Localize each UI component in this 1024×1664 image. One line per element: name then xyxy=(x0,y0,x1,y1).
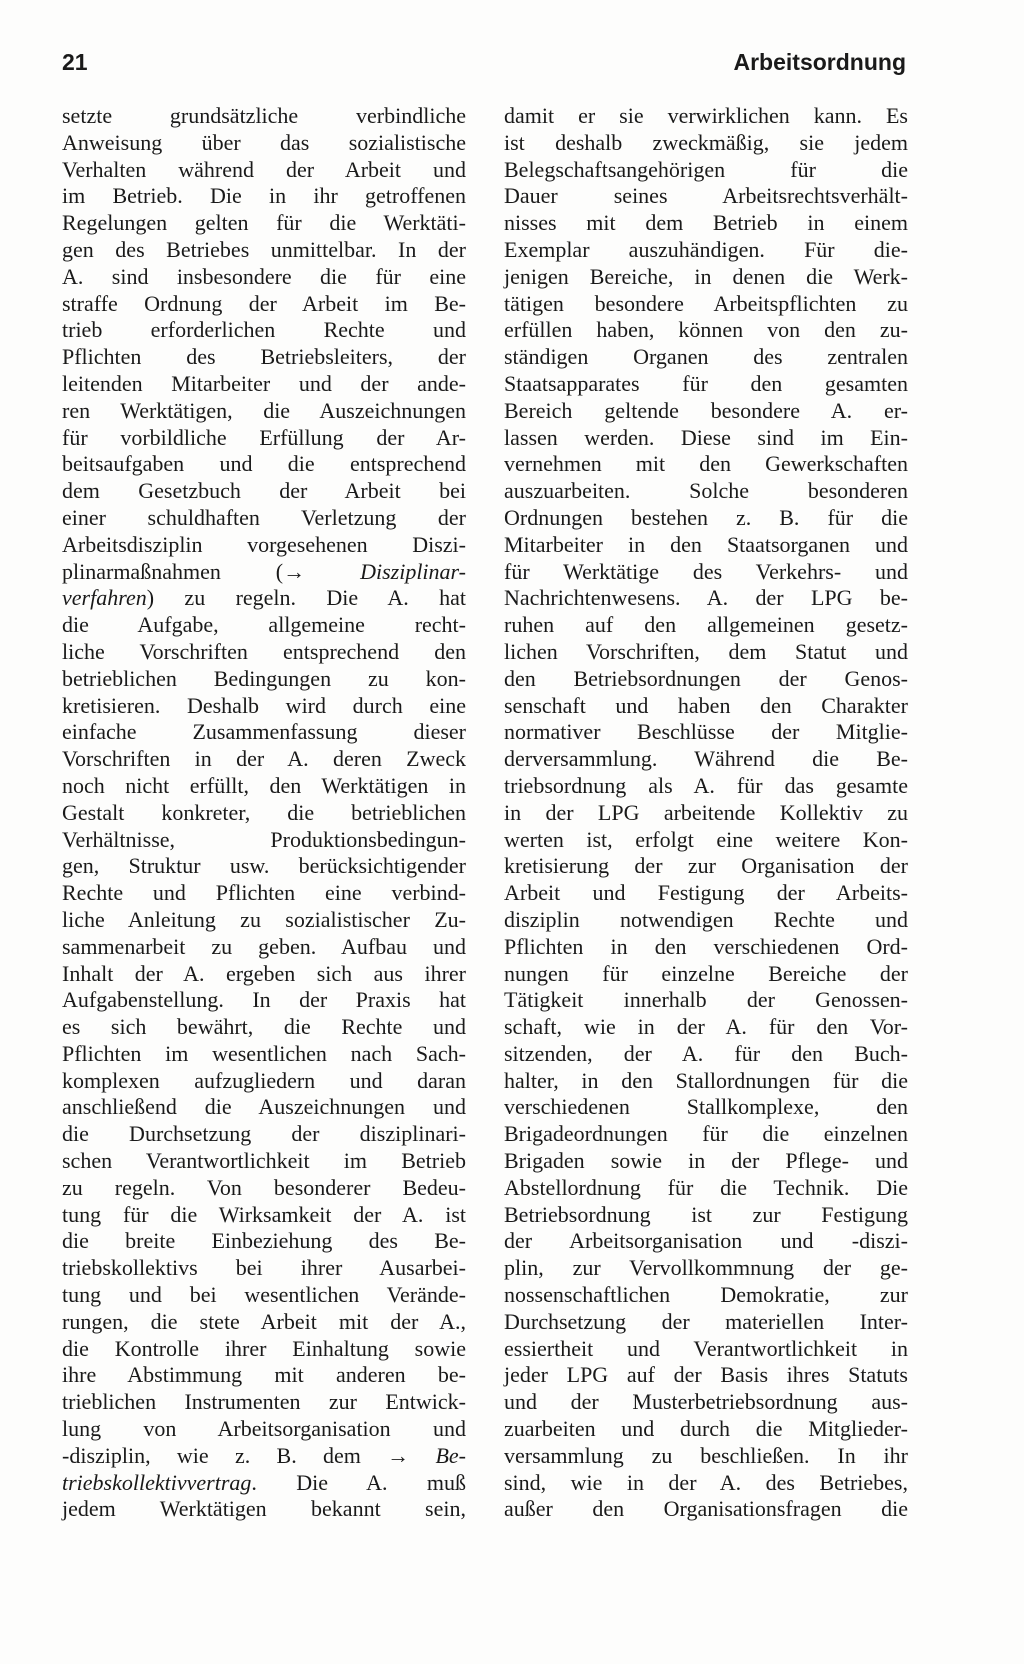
text-line: Anweisung über das sozialistische xyxy=(62,129,466,155)
text-line: straffe Ordnung der Arbeit im Be- xyxy=(62,290,466,316)
text-line: Pflichten in den verschiedenen Ord- xyxy=(504,933,908,959)
text-line: den Betriebsordnungen der Genos- xyxy=(504,665,908,691)
text-line: dem Gesetzbuch der Arbeit bei xyxy=(62,478,466,504)
text-line: lichen Vorschriften, dem Statut und xyxy=(504,638,908,664)
text-line: es sich bewährt, die Rechte und xyxy=(62,1014,466,1040)
text-line: lassen werden. Diese sind im Ein- xyxy=(504,424,908,450)
text-line: für Werktätige des Verkehrs- und xyxy=(504,558,908,584)
page-number: 21 xyxy=(62,49,88,75)
text-line: ruhen auf den allgemeinen gesetz- xyxy=(504,612,908,638)
text-line: jeder LPG auf der Basis ihres Statuts xyxy=(504,1362,908,1388)
text-line: für vorbildliche Erfüllung der Ar- xyxy=(62,424,466,450)
text-line: rungen, die stete Arbeit mit der A., xyxy=(62,1308,466,1334)
text-line: Vorschriften in der A. deren Zweck xyxy=(62,746,466,772)
text-line: nossenschaftlichen Demokratie, zur xyxy=(504,1282,908,1308)
text-line: verschiedenen Stallkomplexe, den xyxy=(504,1094,908,1120)
text-line: Arbeit und Festigung der Arbeits- xyxy=(504,880,908,906)
text-line: Bereich geltende besondere A. er- xyxy=(504,397,908,423)
text-line: und der Musterbetriebsordnung aus- xyxy=(504,1389,908,1415)
text-line: tung und bei wesentlichen Verände- xyxy=(62,1282,466,1308)
text-line: Verhältnisse, Produktionsbedingun- xyxy=(62,826,466,852)
text-line: sammenarbeit zu geben. Aufbau und xyxy=(62,933,466,959)
text-line: ihre Abstimmung mit anderen be- xyxy=(62,1362,466,1388)
text-line: erfüllen haben, können von den zu- xyxy=(504,317,908,343)
text-line: noch nicht erfüllt, den Werktätigen in xyxy=(62,772,466,798)
text-line: Dauer seines Arbeitsrechtsverhält- xyxy=(504,183,908,209)
text-line: sind, wie in der A. des Betriebes, xyxy=(504,1469,908,1495)
text-line: Exemplar auszuhändigen. Für die- xyxy=(504,236,908,262)
text-line: trieb erforderlichen Rechte und xyxy=(62,317,466,343)
text-line: Betriebsordnung ist zur Festigung xyxy=(504,1201,908,1227)
text-line: betrieblichen Bedingungen zu kon- xyxy=(62,665,466,691)
text-line: plin, zur Vervollkommnung der ge- xyxy=(504,1255,908,1281)
text-line: anschließend die Auszeichnungen und xyxy=(62,1094,466,1120)
page-header xyxy=(62,44,906,80)
text-line: im Betrieb. Die in ihr getroffenen xyxy=(62,183,466,209)
text-line: ist deshalb zweckmäßig, sie jedem xyxy=(504,129,908,155)
text-line: die Aufgabe, allgemeine recht- xyxy=(62,612,466,638)
text-line: die breite Einbeziehung des Be- xyxy=(62,1228,466,1254)
text-line: liche Vorschriften entsprechend den xyxy=(62,638,466,664)
text-line: A. sind insbesondere die für eine xyxy=(62,263,466,289)
text-line: Tätigkeit innerhalb der Genossen- xyxy=(504,987,908,1013)
text-line: Staatsapparates für den gesamten xyxy=(504,370,908,396)
text-line: schen Verantwortlichkeit im Betrieb xyxy=(62,1148,466,1174)
text-line: einfache Zusammenfassung dieser xyxy=(62,719,466,745)
text-column-left xyxy=(62,103,466,1523)
text-line: auszuarbeiten. Solche besonderen xyxy=(504,478,908,504)
text-line: derversammlung. Während die Be- xyxy=(504,746,908,772)
text-line: halter, in den Stallordnungen für die xyxy=(504,1067,908,1093)
text-line: Durchsetzung der materiellen Inter- xyxy=(504,1308,908,1334)
text-line: Ordnungen bestehen z. B. für die xyxy=(504,504,908,530)
text-line: gen des Betriebes unmittelbar. In der xyxy=(62,236,466,262)
text-line: nungen für einzelne Bereiche der xyxy=(504,960,908,986)
text-line: triebskollektivvertrag. Die A. muß xyxy=(62,1469,466,1495)
running-head: Arbeitsordnung xyxy=(733,49,906,75)
text-line: nisses mit dem Betrieb in einem xyxy=(504,210,908,236)
text-line: vernehmen mit den Gewerkschaften xyxy=(504,451,908,477)
text-column-right xyxy=(504,103,908,1523)
text-line: einer schuldhaften Verletzung der xyxy=(62,504,466,530)
text-line: disziplin notwendigen Rechte und xyxy=(504,906,908,932)
text-line: gen, Struktur usw. berücksichtigender xyxy=(62,853,466,879)
text-line: sitzenden, der A. für den Buch- xyxy=(504,1040,908,1066)
text-line: der Arbeitsorganisation und -diszi- xyxy=(504,1228,908,1254)
text-line: Pflichten des Betriebsleiters, der xyxy=(62,344,466,370)
text-line: essiertheit und Verantwortlichkeit in xyxy=(504,1335,908,1361)
text-line: Nachrichtenwesens. A. der LPG be- xyxy=(504,585,908,611)
text-line: jedem Werktätigen bekannt sein, xyxy=(62,1496,466,1522)
text-line: damit er sie verwirklichen kann. Es xyxy=(504,103,908,128)
text-line: Verhalten während der Arbeit und xyxy=(62,156,466,182)
text-line: tung für die Wirksamkeit der A. ist xyxy=(62,1201,466,1227)
text-line: plinarmaßnahmen (→ Disziplinar- xyxy=(62,558,466,584)
text-line: die Kontrolle ihrer Einhaltung sowie xyxy=(62,1335,466,1361)
text-line: in der LPG arbeitende Kollektiv zu xyxy=(504,799,908,825)
text-line: Brigaden sowie in der Pflege- und xyxy=(504,1148,908,1174)
text-line: komplexen aufzugliedern und daran xyxy=(62,1067,466,1093)
text-line: schaft, wie in der A. für den Vor- xyxy=(504,1014,908,1040)
text-line: Gestalt konkreter, die betrieblichen xyxy=(62,799,466,825)
text-line: Regelungen gelten für die Werktäti- xyxy=(62,210,466,236)
text-line: senschaft und haben den Charakter xyxy=(504,692,908,718)
text-line: triebsordnung als A. für das gesamte xyxy=(504,772,908,798)
text-line: trieblichen Instrumenten zur Entwick- xyxy=(62,1389,466,1415)
text-line: jenigen Bereiche, in denen die Werk- xyxy=(504,263,908,289)
text-line: ständigen Organen des zentralen xyxy=(504,344,908,370)
text-line: werten ist, erfolgt eine weitere Kon- xyxy=(504,826,908,852)
text-line: Aufgabenstellung. In der Praxis hat xyxy=(62,987,466,1013)
text-line: ren Werktätigen, die Auszeichnungen xyxy=(62,397,466,423)
text-line: außer den Organisationsfragen die xyxy=(504,1496,908,1522)
text-line: Rechte und Pflichten eine verbind- xyxy=(62,880,466,906)
text-line: Belegschaftsangehörigen für die xyxy=(504,156,908,182)
text-line: lung von Arbeitsorganisation und xyxy=(62,1416,466,1442)
text-line: setzte grundsätzliche verbindliche xyxy=(62,103,466,128)
text-line: Mitarbeiter in den Staatsorganen und xyxy=(504,531,908,557)
text-line: Inhalt der A. ergeben sich aus ihrer xyxy=(62,960,466,986)
text-line: kretisierung der zur Organisation der xyxy=(504,853,908,879)
text-line: versammlung zu beschließen. In ihr xyxy=(504,1442,908,1468)
text-line: tätigen besondere Arbeitspflichten zu xyxy=(504,290,908,316)
text-line: zu regeln. Von besonderer Bedeu- xyxy=(62,1174,466,1200)
text-line: triebskollektivs bei ihrer Ausarbei- xyxy=(62,1255,466,1281)
text-line: normativer Beschlüsse der Mitglie- xyxy=(504,719,908,745)
text-line: leitenden Mitarbeiter und der ande- xyxy=(62,370,466,396)
text-line: Arbeitsdisziplin vorgesehenen Diszi- xyxy=(62,531,466,557)
text-line: zuarbeiten und durch die Mitglieder- xyxy=(504,1416,908,1442)
text-line: Pflichten im wesentlichen nach Sach- xyxy=(62,1040,466,1066)
text-line: Abstellordnung für die Technik. Die xyxy=(504,1174,908,1200)
text-line: die Durchsetzung der disziplinari- xyxy=(62,1121,466,1147)
text-line: verfahren) zu regeln. Die A. hat xyxy=(62,585,466,611)
text-line: Brigadeordnungen für die einzelnen xyxy=(504,1121,908,1147)
text-line: kretisieren. Deshalb wird durch eine xyxy=(62,692,466,718)
text-line: beitsaufgaben und die entsprechend xyxy=(62,451,466,477)
text-line: -disziplin, wie z. B. dem → Be- xyxy=(62,1442,466,1468)
text-line: liche Anleitung zu sozialistischer Zu- xyxy=(62,906,466,932)
